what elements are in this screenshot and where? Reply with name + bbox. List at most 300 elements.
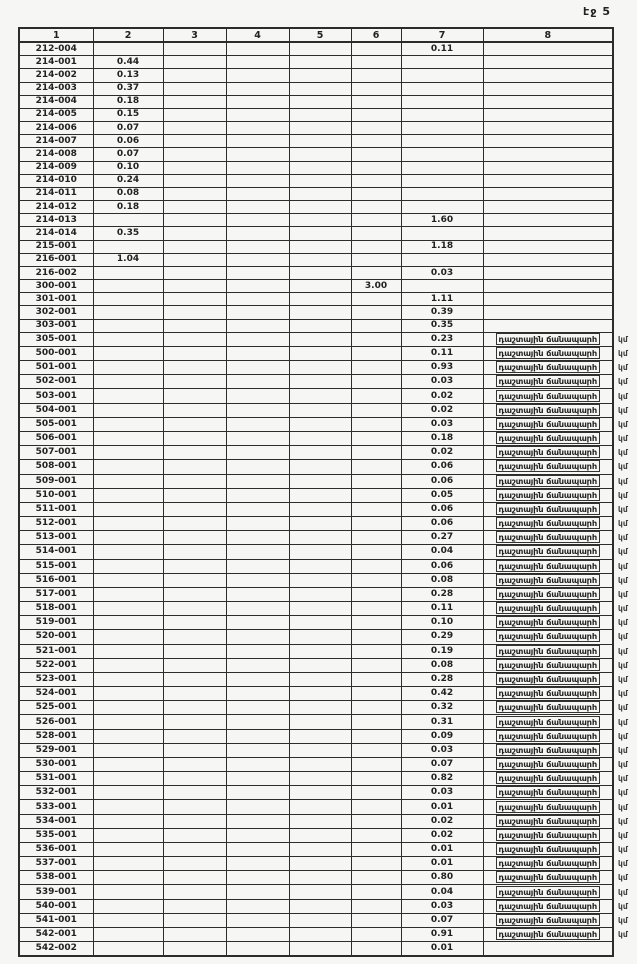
row-unit-cell: կմ bbox=[618, 717, 628, 727]
table-row bbox=[19, 135, 637, 148]
row-value-cell: 0.37 bbox=[93, 82, 163, 95]
column-header-5: 5 bbox=[289, 28, 351, 42]
row-description-cell bbox=[483, 417, 613, 431]
row-code-cell: 212-004 bbox=[19, 42, 93, 56]
row-description-cell bbox=[483, 460, 613, 474]
row-value-cell bbox=[289, 431, 351, 445]
row-unit-cell bbox=[613, 227, 637, 240]
row-code-cell: 216-001 bbox=[19, 253, 93, 266]
row-value-cell bbox=[226, 266, 289, 279]
road-type-label: դաշտային ճանապարհ bbox=[496, 602, 600, 614]
row-value-cell bbox=[93, 871, 163, 885]
row-code-cell: 512-001 bbox=[19, 517, 93, 531]
row-value-cell bbox=[93, 559, 163, 573]
row-code-cell: 505-001 bbox=[19, 417, 93, 431]
row-code-cell: 214-001 bbox=[19, 56, 93, 69]
row-unit-cell: կմ bbox=[618, 334, 628, 344]
road-type-label: դաշտային ճանապարհ bbox=[496, 503, 600, 515]
row-description-cell bbox=[483, 602, 613, 616]
row-description-cell bbox=[483, 253, 613, 266]
row-description-cell bbox=[483, 828, 613, 842]
row-unit-cell: կմ bbox=[618, 660, 628, 670]
row-description-cell bbox=[483, 403, 613, 417]
row-value-cell bbox=[163, 82, 226, 95]
row-value-cell: 0.13 bbox=[93, 69, 163, 82]
row-code-cell: 214-002 bbox=[19, 69, 93, 82]
row-value-cell: 0.28 bbox=[401, 587, 483, 601]
row-value-cell bbox=[93, 630, 163, 644]
row-value-cell bbox=[401, 201, 483, 214]
row-code-cell: 514-001 bbox=[19, 545, 93, 559]
road-type-label: դաշտային ճանապարհ bbox=[496, 616, 600, 628]
table-row bbox=[19, 174, 637, 187]
row-code-cell: 214-006 bbox=[19, 122, 93, 135]
road-type-label: դաշտային ճանապարհ bbox=[496, 815, 600, 827]
row-unit-cell: կմ bbox=[618, 859, 628, 869]
row-value-cell bbox=[226, 871, 289, 885]
row-value-cell bbox=[93, 460, 163, 474]
row-code-cell: 522-001 bbox=[19, 658, 93, 672]
row-value-cell bbox=[93, 361, 163, 375]
row-value-cell bbox=[351, 69, 401, 82]
road-type-label: դաշտային ճանապարհ bbox=[496, 361, 600, 373]
table-row bbox=[19, 630, 637, 644]
row-code-cell: 531-001 bbox=[19, 772, 93, 786]
row-value-cell bbox=[226, 474, 289, 488]
row-description-cell bbox=[483, 842, 613, 856]
row-value-cell bbox=[226, 174, 289, 187]
row-value-cell bbox=[93, 403, 163, 417]
road-type-label: դաշտային ճանապարհ bbox=[496, 730, 600, 742]
row-value-cell bbox=[163, 644, 226, 658]
row-value-cell bbox=[226, 446, 289, 460]
row-value-cell bbox=[289, 715, 351, 729]
road-type-label: դաշտային ճանապարհ bbox=[496, 786, 600, 798]
row-value-cell bbox=[351, 772, 401, 786]
row-value-cell bbox=[351, 715, 401, 729]
row-value-cell: 0.18 bbox=[401, 431, 483, 445]
row-description-cell bbox=[483, 266, 613, 279]
table-row bbox=[19, 814, 637, 828]
row-value-cell bbox=[401, 122, 483, 135]
row-value-cell bbox=[289, 375, 351, 389]
road-type-label: դաշտային ճանապարհ bbox=[496, 588, 600, 600]
row-value-cell: 0.80 bbox=[401, 871, 483, 885]
row-value-cell bbox=[351, 346, 401, 360]
row-description-cell bbox=[483, 446, 613, 460]
row-value-cell bbox=[226, 502, 289, 516]
row-code-cell: 214-005 bbox=[19, 108, 93, 121]
road-type-label: դաշտային ճանապարհ bbox=[496, 375, 600, 387]
row-value-cell bbox=[163, 814, 226, 828]
row-value-cell bbox=[401, 253, 483, 266]
table-row bbox=[19, 431, 637, 445]
row-value-cell bbox=[289, 361, 351, 375]
road-type-label: դաշտային ճանապարհ bbox=[496, 758, 600, 770]
row-code-cell: 303-001 bbox=[19, 319, 93, 332]
row-value-cell bbox=[163, 346, 226, 360]
row-unit-cell: կմ bbox=[618, 873, 628, 883]
row-description-cell bbox=[483, 573, 613, 587]
row-unit-cell bbox=[613, 293, 637, 306]
row-value-cell bbox=[289, 319, 351, 332]
row-description-cell bbox=[483, 361, 613, 375]
table-row bbox=[19, 517, 637, 531]
row-code-cell: 214-007 bbox=[19, 135, 93, 148]
row-value-cell bbox=[163, 108, 226, 121]
row-value-cell bbox=[289, 69, 351, 82]
row-value-cell bbox=[163, 517, 226, 531]
row-description-cell bbox=[483, 857, 613, 871]
road-type-label: դաշտային ճանապարհ bbox=[496, 418, 600, 430]
row-value-cell bbox=[93, 672, 163, 686]
row-unit-cell bbox=[613, 174, 637, 187]
row-description-cell bbox=[483, 729, 613, 743]
row-value-cell bbox=[163, 417, 226, 431]
row-value-cell bbox=[351, 460, 401, 474]
row-value-cell bbox=[163, 403, 226, 417]
table-row bbox=[19, 266, 637, 279]
row-value-cell: 0.06 bbox=[401, 474, 483, 488]
row-unit-cell: կմ bbox=[618, 561, 628, 571]
row-description-cell bbox=[483, 545, 613, 559]
road-type-label: դաշտային ճանապարհ bbox=[496, 928, 600, 940]
column-header-8: 8 bbox=[483, 28, 613, 42]
table-row bbox=[19, 403, 637, 417]
row-value-cell bbox=[163, 587, 226, 601]
row-code-cell: 506-001 bbox=[19, 431, 93, 445]
row-value-cell bbox=[163, 658, 226, 672]
row-value-cell: 0.04 bbox=[401, 885, 483, 899]
row-value-cell bbox=[163, 573, 226, 587]
row-value-cell bbox=[351, 431, 401, 445]
row-value-cell bbox=[93, 928, 163, 942]
table-row bbox=[19, 687, 637, 701]
row-value-cell bbox=[163, 743, 226, 757]
row-value-cell bbox=[351, 913, 401, 927]
road-type-label: դաշտային ճանապարհ bbox=[496, 545, 600, 557]
row-value-cell bbox=[289, 56, 351, 69]
row-value-cell bbox=[163, 942, 226, 956]
row-unit-cell: կմ bbox=[618, 816, 628, 826]
row-code-cell: 216-002 bbox=[19, 266, 93, 279]
row-value-cell bbox=[289, 517, 351, 531]
row-code-cell: 502-001 bbox=[19, 375, 93, 389]
row-value-cell bbox=[163, 361, 226, 375]
row-unit-cell: կմ bbox=[618, 391, 628, 401]
row-value-cell bbox=[289, 672, 351, 686]
table-row bbox=[19, 800, 637, 814]
row-value-cell: 0.01 bbox=[401, 842, 483, 856]
row-code-cell: 513-001 bbox=[19, 531, 93, 545]
row-value-cell bbox=[289, 417, 351, 431]
row-unit-cell: կմ bbox=[618, 646, 628, 656]
row-value-cell bbox=[226, 95, 289, 108]
row-value-cell bbox=[351, 942, 401, 956]
row-value-cell: 0.07 bbox=[93, 122, 163, 135]
column-header-2: 2 bbox=[93, 28, 163, 42]
row-value-cell bbox=[163, 460, 226, 474]
row-value-cell bbox=[351, 871, 401, 885]
row-value-cell: 0.91 bbox=[401, 928, 483, 942]
row-description-cell bbox=[483, 616, 613, 630]
row-description-cell bbox=[483, 531, 613, 545]
row-unit-cell: կմ bbox=[618, 788, 628, 798]
row-value-cell bbox=[289, 616, 351, 630]
row-value-cell bbox=[289, 559, 351, 573]
row-value-cell bbox=[289, 240, 351, 253]
row-value-cell bbox=[351, 293, 401, 306]
row-value-cell: 0.02 bbox=[401, 446, 483, 460]
row-value-cell: 0.01 bbox=[401, 942, 483, 956]
row-value-cell bbox=[226, 187, 289, 200]
row-unit-cell: կմ bbox=[618, 731, 628, 741]
row-value-cell bbox=[351, 729, 401, 743]
row-unit-cell: կմ bbox=[618, 930, 628, 940]
row-description-cell bbox=[483, 814, 613, 828]
table-row bbox=[19, 346, 637, 360]
row-value-cell bbox=[93, 644, 163, 658]
row-unit-cell: կմ bbox=[618, 589, 628, 599]
row-unit-cell bbox=[613, 319, 637, 332]
row-value-cell bbox=[163, 42, 226, 56]
row-description-cell bbox=[483, 885, 613, 899]
row-unit-cell: կմ bbox=[618, 760, 628, 770]
row-description-cell bbox=[483, 630, 613, 644]
road-type-label: դաշտային ճանապարհ bbox=[496, 446, 600, 458]
row-value-cell bbox=[163, 174, 226, 187]
row-value-cell bbox=[163, 488, 226, 502]
row-value-cell bbox=[226, 885, 289, 899]
row-value-cell bbox=[163, 786, 226, 800]
row-code-cell: 542-002 bbox=[19, 942, 93, 956]
row-unit-cell: կմ bbox=[618, 363, 628, 373]
row-description-cell bbox=[483, 715, 613, 729]
row-value-cell bbox=[351, 474, 401, 488]
row-value-cell: 0.02 bbox=[401, 403, 483, 417]
road-type-label: դաշտային ճանապարհ bbox=[496, 801, 600, 813]
row-value-cell bbox=[226, 913, 289, 927]
row-value-cell: 0.39 bbox=[401, 306, 483, 319]
row-value-cell bbox=[289, 871, 351, 885]
table-row bbox=[19, 786, 637, 800]
row-unit-cell: կմ bbox=[618, 915, 628, 925]
row-value-cell bbox=[351, 82, 401, 95]
row-unit-cell: կմ bbox=[618, 845, 628, 855]
row-value-cell bbox=[401, 187, 483, 200]
row-value-cell bbox=[93, 616, 163, 630]
row-value-cell bbox=[289, 174, 351, 187]
column-header-6: 6 bbox=[351, 28, 401, 42]
row-description-cell bbox=[483, 502, 613, 516]
row-value-cell bbox=[289, 857, 351, 871]
row-value-cell bbox=[163, 559, 226, 573]
row-value-cell bbox=[226, 587, 289, 601]
row-unit-cell bbox=[613, 95, 637, 108]
row-value-cell: 0.02 bbox=[401, 814, 483, 828]
road-type-label: դաշտային ճանապարհ bbox=[496, 772, 600, 784]
row-value-cell bbox=[289, 148, 351, 161]
data-table bbox=[18, 27, 637, 957]
row-value-cell bbox=[289, 474, 351, 488]
row-value-cell: 0.82 bbox=[401, 772, 483, 786]
row-value-cell bbox=[289, 306, 351, 319]
row-value-cell bbox=[163, 319, 226, 332]
row-description-cell bbox=[483, 786, 613, 800]
row-value-cell bbox=[93, 332, 163, 346]
row-description-cell bbox=[483, 658, 613, 672]
table-header bbox=[19, 28, 637, 42]
table-row bbox=[19, 280, 637, 293]
row-code-cell: 534-001 bbox=[19, 814, 93, 828]
row-value-cell bbox=[351, 122, 401, 135]
row-description-cell bbox=[483, 280, 613, 293]
row-value-cell bbox=[226, 814, 289, 828]
table-row bbox=[19, 885, 637, 899]
row-unit-cell: կմ bbox=[618, 802, 628, 812]
row-value-cell: 0.07 bbox=[401, 913, 483, 927]
row-value-cell bbox=[351, 757, 401, 771]
road-type-label: դաշտային ճանապարհ bbox=[496, 645, 600, 657]
row-value-cell bbox=[163, 214, 226, 227]
row-value-cell: 0.03 bbox=[401, 375, 483, 389]
row-value-cell bbox=[289, 460, 351, 474]
row-value-cell bbox=[226, 56, 289, 69]
row-value-cell bbox=[289, 214, 351, 227]
row-value-cell bbox=[351, 187, 401, 200]
row-value-cell bbox=[93, 346, 163, 360]
row-unit-cell: կմ bbox=[618, 547, 628, 557]
road-type-label: դաշտային ճանապարհ bbox=[496, 404, 600, 416]
row-value-cell bbox=[93, 517, 163, 531]
row-code-cell: 510-001 bbox=[19, 488, 93, 502]
row-code-cell: 533-001 bbox=[19, 800, 93, 814]
table-row bbox=[19, 361, 637, 375]
row-value-cell bbox=[226, 828, 289, 842]
row-unit-cell bbox=[613, 161, 637, 174]
road-type-label: դաշտային ճանապարհ bbox=[496, 475, 600, 487]
row-value-cell bbox=[351, 531, 401, 545]
row-value-cell bbox=[351, 545, 401, 559]
table-row bbox=[19, 772, 637, 786]
row-value-cell bbox=[351, 135, 401, 148]
row-value-cell: 0.18 bbox=[93, 201, 163, 214]
row-value-cell bbox=[226, 729, 289, 743]
row-code-cell: 515-001 bbox=[19, 559, 93, 573]
row-unit-cell bbox=[613, 942, 637, 956]
row-code-cell: 523-001 bbox=[19, 672, 93, 686]
row-value-cell bbox=[226, 701, 289, 715]
row-unit-cell: կմ bbox=[618, 604, 628, 614]
row-value-cell bbox=[351, 814, 401, 828]
row-code-cell: 520-001 bbox=[19, 630, 93, 644]
row-value-cell bbox=[226, 240, 289, 253]
row-value-cell bbox=[351, 857, 401, 871]
row-value-cell bbox=[289, 95, 351, 108]
row-code-cell: 530-001 bbox=[19, 757, 93, 771]
row-value-cell bbox=[93, 375, 163, 389]
row-value-cell bbox=[226, 403, 289, 417]
row-value-cell bbox=[289, 488, 351, 502]
row-value-cell bbox=[351, 417, 401, 431]
row-value-cell bbox=[351, 644, 401, 658]
row-value-cell bbox=[93, 715, 163, 729]
row-unit-cell bbox=[613, 214, 637, 227]
row-code-cell: 509-001 bbox=[19, 474, 93, 488]
row-value-cell bbox=[226, 460, 289, 474]
row-value-cell bbox=[289, 332, 351, 346]
row-value-cell bbox=[226, 899, 289, 913]
row-unit-cell bbox=[613, 280, 637, 293]
row-value-cell bbox=[351, 214, 401, 227]
row-value-cell: 0.11 bbox=[401, 42, 483, 56]
row-value-cell bbox=[226, 757, 289, 771]
row-description-cell bbox=[483, 82, 613, 95]
row-value-cell bbox=[289, 573, 351, 587]
row-unit-cell bbox=[613, 135, 637, 148]
row-value-cell bbox=[351, 587, 401, 601]
row-value-cell bbox=[163, 531, 226, 545]
row-value-cell bbox=[226, 857, 289, 871]
row-value-cell: 0.18 bbox=[93, 95, 163, 108]
row-value-cell: 0.29 bbox=[401, 630, 483, 644]
row-value-cell bbox=[163, 672, 226, 686]
table-row bbox=[19, 942, 637, 956]
row-value-cell bbox=[226, 161, 289, 174]
row-code-cell: 536-001 bbox=[19, 842, 93, 856]
row-value-cell bbox=[226, 672, 289, 686]
row-code-cell: 537-001 bbox=[19, 857, 93, 871]
table-row bbox=[19, 587, 637, 601]
table-row bbox=[19, 375, 637, 389]
table-row bbox=[19, 871, 637, 885]
row-value-cell bbox=[93, 306, 163, 319]
row-unit-cell: կմ bbox=[618, 901, 628, 911]
row-description-cell bbox=[483, 375, 613, 389]
row-description-cell bbox=[483, 306, 613, 319]
row-value-cell bbox=[93, 42, 163, 56]
row-unit-cell: կմ bbox=[618, 774, 628, 784]
row-value-cell: 0.10 bbox=[401, 616, 483, 630]
row-value-cell bbox=[226, 942, 289, 956]
row-description-cell bbox=[483, 108, 613, 121]
row-value-cell: 0.35 bbox=[93, 227, 163, 240]
row-value-cell bbox=[226, 42, 289, 56]
row-value-cell bbox=[351, 403, 401, 417]
row-value-cell bbox=[351, 253, 401, 266]
road-type-label: դաշտային ճանապարհ bbox=[496, 347, 600, 359]
row-value-cell bbox=[351, 928, 401, 942]
table-row bbox=[19, 82, 637, 95]
row-value-cell: 0.28 bbox=[401, 672, 483, 686]
row-code-cell: 511-001 bbox=[19, 502, 93, 516]
row-code-cell: 214-012 bbox=[19, 201, 93, 214]
row-value-cell bbox=[93, 389, 163, 403]
row-value-cell bbox=[289, 135, 351, 148]
row-description-cell bbox=[483, 293, 613, 306]
row-value-cell bbox=[93, 266, 163, 279]
row-code-cell: 504-001 bbox=[19, 403, 93, 417]
row-value-cell bbox=[351, 616, 401, 630]
row-value-cell: 0.03 bbox=[401, 899, 483, 913]
row-value-cell bbox=[351, 800, 401, 814]
row-value-cell bbox=[351, 161, 401, 174]
road-type-label: դաշտային ճանապարհ bbox=[496, 560, 600, 572]
row-unit-cell: կմ bbox=[618, 419, 628, 429]
row-code-cell: 517-001 bbox=[19, 587, 93, 601]
row-description-cell bbox=[483, 161, 613, 174]
row-value-cell bbox=[163, 857, 226, 871]
